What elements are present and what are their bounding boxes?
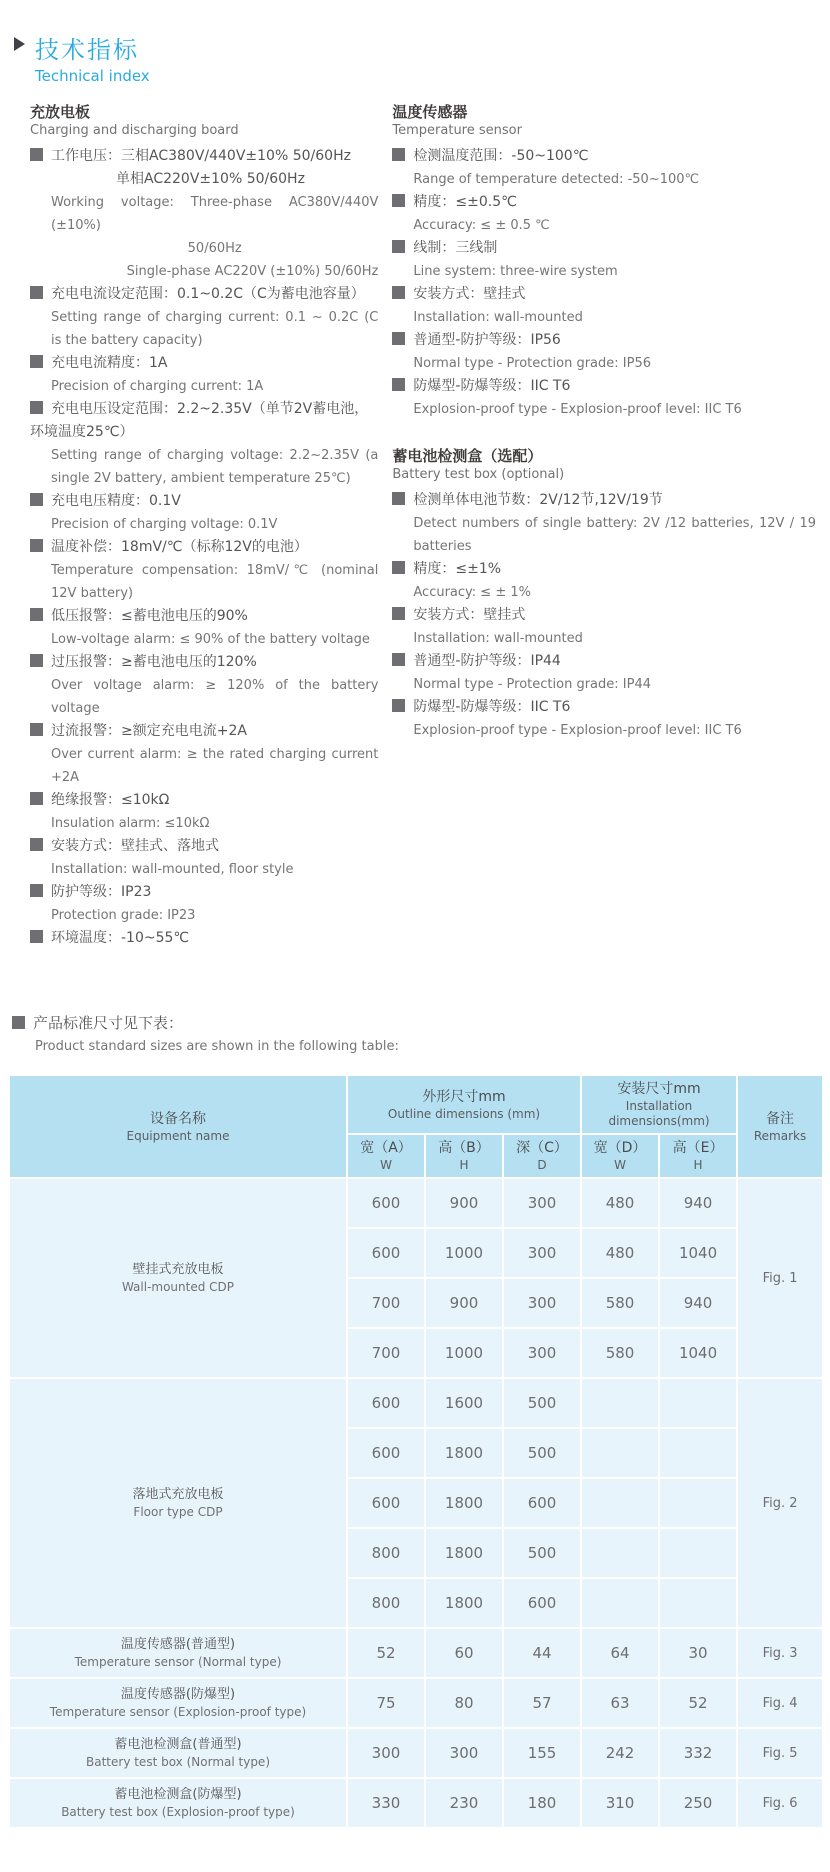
bullet-square-icon [392, 332, 405, 345]
spec-item [392, 375, 816, 421]
equipment-name-cn: 落地式充放电板 [132, 1487, 224, 1502]
spec-label: 检测温度范围：-50~100℃ [413, 148, 589, 164]
equipment-name-cn: 壁挂式充放电板 [132, 1262, 224, 1277]
dimension-cell: 250 [659, 1778, 737, 1828]
bullet-square-icon [30, 608, 43, 621]
spec-en-line: Line system: three-wire system [413, 264, 618, 279]
size-table [8, 1074, 824, 1829]
bullet-square-icon [392, 240, 405, 253]
spec-label: 绝缘报警：≤10kΩ [51, 792, 170, 808]
dimension-cell: 1600 [425, 1378, 503, 1428]
spec-en-line: Setting range of charging voltage: 2.2~2.35V (a single 2V battery, ambient temperature 25℃) [51, 448, 379, 486]
dimension-cell: 500 [503, 1428, 581, 1478]
equipment-name-en: Floor type CDP [133, 1505, 223, 1519]
remark-cell: Fig. 1 [737, 1178, 823, 1378]
spec-label: 检测单体电池节数：2V/12节,12V/19节 [413, 492, 663, 508]
dimension-cell: 600 [347, 1478, 425, 1528]
spec-item [30, 398, 378, 490]
spec-en-line: Detect numbers of single battery: 2V /12 batteries, 12V / 19 batteries [413, 516, 816, 554]
spec-section [30, 103, 378, 950]
spec-en-line: Over current alarm: ≥ the rated charging current +2A [51, 747, 379, 785]
spec-label: 普通型-防护等级：IP44 [413, 653, 561, 669]
spec-label: 低压报警：≤蓄电池电压的90% [51, 608, 248, 624]
equipment-name-cell [9, 1378, 347, 1628]
bullet-square-icon [30, 930, 43, 943]
dimension-cell: 480 [581, 1178, 659, 1228]
size-table-header [9, 1075, 823, 1178]
header-col-cn: 宽（A） [360, 1140, 412, 1156]
header-col-cn: 高（E） [672, 1140, 724, 1156]
dimension-cell: 940 [659, 1278, 737, 1328]
header-install-cn: 安装尺寸mm [617, 1081, 701, 1097]
spec-cn-line [30, 605, 378, 628]
bullet-square-icon [30, 493, 43, 506]
spec-cn-line [392, 604, 816, 627]
header-dimension-col [347, 1134, 425, 1178]
dimension-cell: 580 [581, 1278, 659, 1328]
spec-cn-line [30, 536, 378, 559]
spec-label: 防护等级：IP23 [51, 884, 152, 900]
spec-label: 精度：≤±1% [413, 561, 502, 577]
spec-item [30, 145, 378, 283]
header-dimension-col [581, 1134, 659, 1178]
spec-en-line: Low-voltage alarm: ≤ 90% of the battery voltage [51, 632, 370, 647]
dimension-cell [581, 1478, 659, 1528]
dimension-cell: 155 [503, 1728, 581, 1778]
equipment-name-en: Temperature sensor (Explosion-proof type) [49, 1705, 307, 1719]
header-installation-dimensions [581, 1075, 737, 1134]
remark-cell: Fig. 4 [737, 1678, 823, 1728]
spec-cn-line [30, 283, 378, 306]
spec-en-line: Explosion-proof type - Explosion-proof level: IIC T6 [413, 402, 742, 417]
header-outline-dimensions [347, 1075, 581, 1134]
dimension-cell: 500 [503, 1378, 581, 1428]
spec-label: 过流报警：≥额定充电电流+2A [51, 723, 247, 739]
header-remarks-cn: 备注 [766, 1110, 795, 1127]
spec-en-line: Installation: wall-mounted, floor style [51, 862, 294, 877]
table-row [9, 1628, 823, 1678]
left-column [30, 103, 378, 976]
dimension-cell: 80 [425, 1678, 503, 1728]
dimension-cell [581, 1428, 659, 1478]
spec-label: 安装方式：壁挂式 [413, 607, 526, 623]
table-row [9, 1378, 823, 1428]
bullet-square-icon [392, 194, 405, 207]
dimension-cell: 52 [347, 1628, 425, 1678]
spec-en-line: Single-phase AC220V (±10%) 50/60Hz [126, 264, 379, 279]
bullet-square-icon [12, 1016, 25, 1029]
spec-en-line: Working voltage: Three-phase AC380V/440V (±10%) [51, 195, 379, 233]
equipment-name-cell [9, 1778, 347, 1828]
bullet-square-icon [30, 723, 43, 736]
spec-label: 温度补偿：18mV/℃（标称12V的电池） [51, 539, 308, 555]
dimension-cell: 600 [347, 1378, 425, 1428]
header-equipment-en: Equipment name [126, 1128, 230, 1143]
bullet-square-icon [392, 286, 405, 299]
spec-label: 精度：≤±0.5℃ [413, 194, 517, 210]
dimension-cell: 900 [425, 1278, 503, 1328]
spec-label: 单相AC220V±10% 50/60Hz [116, 171, 305, 187]
table-row [9, 1178, 823, 1228]
spec-item [392, 650, 816, 696]
section-title-en: Battery test box (optional) [392, 467, 565, 482]
equipment-name-cn: 温度传感器(普通型) [120, 1637, 236, 1652]
spec-en-line: Range of temperature detected: -50~100℃ [413, 172, 700, 187]
dimension-cell: 1000 [425, 1228, 503, 1278]
table-note-cn-line [12, 1012, 816, 1035]
spec-item [392, 191, 816, 237]
dimension-cell: 300 [425, 1728, 503, 1778]
spec-item [30, 881, 378, 927]
spec-item [30, 536, 378, 605]
dimension-cell: 480 [581, 1228, 659, 1278]
spec-cn-line [30, 651, 378, 674]
spec-label: 防爆型-防爆等级：IIC T6 [413, 378, 571, 394]
header-equipment-name [9, 1075, 347, 1178]
bullet-square-icon [392, 607, 405, 620]
spec-cn-line [30, 490, 378, 513]
dimension-cell: 30 [659, 1628, 737, 1678]
remark-cell: Fig. 6 [737, 1778, 823, 1828]
dimension-cell: 180 [503, 1778, 581, 1828]
spec-en-line: Normal type - Protection grade: IP44 [413, 677, 651, 692]
page-title: 技术指标 [35, 36, 139, 64]
right-column [392, 103, 816, 976]
dimension-cell [659, 1478, 737, 1528]
equipment-name-cn: 蓄电池检测盒(防爆型) [114, 1787, 242, 1802]
dimension-cell [581, 1578, 659, 1628]
dimension-cell [581, 1528, 659, 1578]
remark-cell: Fig. 2 [737, 1378, 823, 1628]
equipment-name-cn: 蓄电池检测盒(普通型) [114, 1737, 242, 1752]
header-remarks [737, 1075, 823, 1178]
spec-en-line: 50/60Hz [187, 241, 242, 256]
spec-en-line: Accuracy: ≤ ± 0.5 ℃ [413, 218, 550, 233]
dimension-cell: 1800 [425, 1428, 503, 1478]
dimension-cell [659, 1578, 737, 1628]
spec-en-line: Accuracy: ≤ ± 1% [413, 585, 531, 600]
section-title-en: Temperature sensor [392, 123, 522, 138]
bullet-square-icon [392, 148, 405, 161]
header-remarks-en: Remarks [753, 1128, 807, 1143]
dimension-cell [659, 1528, 737, 1578]
bullet-square-icon [30, 884, 43, 897]
spec-item [392, 696, 816, 742]
spec-cn-line [30, 352, 378, 375]
dimension-cell: 1040 [659, 1328, 737, 1378]
equipment-name-en: Temperature sensor (Normal type) [74, 1655, 282, 1669]
spec-label: 工作电压：三相AC380V/440V±10% 50/60Hz [51, 148, 351, 164]
spec-item [392, 558, 816, 604]
dimension-cell: 700 [347, 1328, 425, 1378]
table-note-en: Product standard sizes are shown in the following table: [35, 1039, 399, 1054]
dimension-cell: 800 [347, 1528, 425, 1578]
spec-label: 充电电流精度：1A [51, 355, 168, 371]
spec-en-line: Explosion-proof type - Explosion-proof level: IIC T6 [413, 723, 742, 738]
spec-item [30, 352, 378, 398]
bullet-square-icon [392, 653, 405, 666]
bullet-square-icon [30, 539, 43, 552]
table-note [12, 1012, 816, 1058]
spec-cn-line [30, 145, 378, 168]
spec-en-line: Precision of charging current: 1A [51, 379, 264, 394]
equipment-name-en: Battery test box (Normal type) [86, 1755, 270, 1769]
equipment-name-en: Wall-mounted CDP [121, 1280, 235, 1294]
spec-label: 线制：三线制 [413, 240, 498, 256]
spec-item [392, 604, 816, 650]
dimension-cell: 300 [503, 1178, 581, 1228]
remark-cell: Fig. 5 [737, 1728, 823, 1778]
table-row [9, 1728, 823, 1778]
spec-cn-line [392, 237, 816, 260]
spec-label: 普通型-防护等级：IP56 [413, 332, 561, 348]
spec-item [30, 720, 378, 789]
dimension-cell: 600 [347, 1228, 425, 1278]
header-outline-en: Outline dimensions (mm) [387, 1106, 541, 1121]
header-dimension-col [659, 1134, 737, 1178]
dimension-cell: 900 [425, 1178, 503, 1228]
equipment-name-cell [9, 1678, 347, 1728]
dimension-cell [659, 1378, 737, 1428]
header-col-en: W [614, 1158, 626, 1172]
remark-cell: Fig. 3 [737, 1628, 823, 1678]
spec-cn-line [392, 329, 816, 352]
spec-cn-line [30, 835, 378, 858]
spec-item [30, 835, 378, 881]
spec-en-line: Insulation alarm: ≤10kΩ [51, 816, 210, 831]
spec-section [392, 103, 816, 421]
spec-cn-line [392, 191, 816, 214]
header-outline-cn: 外形尺寸mm [422, 1088, 506, 1105]
spec-columns [30, 103, 816, 976]
bullet-square-icon [30, 355, 43, 368]
spec-cn-line [30, 720, 378, 743]
dimension-cell: 700 [347, 1278, 425, 1328]
header-col-cn: 宽（D） [593, 1140, 647, 1156]
spec-label: 环境温度：-10~55℃ [51, 930, 190, 946]
equipment-name-cell [9, 1178, 347, 1378]
spec-en-line: Installation: wall-mounted [413, 631, 583, 646]
section-title-cn: 温度传感器 [392, 103, 468, 121]
bullet-square-icon [30, 148, 43, 161]
dimension-cell: 1000 [425, 1328, 503, 1378]
spec-section [392, 447, 816, 742]
spec-en-line: Precision of charging voltage: 0.1V [51, 517, 278, 532]
dimension-cell [581, 1378, 659, 1428]
equipment-name-cn: 温度传感器(防爆型) [120, 1687, 236, 1702]
dimension-cell: 64 [581, 1628, 659, 1678]
table-row [9, 1678, 823, 1728]
dimension-cell: 242 [581, 1728, 659, 1778]
spec-label: 充电电流设定范围：0.1~0.2C（C为蓄电池容量） [51, 286, 365, 302]
bullet-square-icon [392, 699, 405, 712]
spec-item [30, 283, 378, 352]
dimension-cell: 57 [503, 1678, 581, 1728]
header-dimension-col [503, 1134, 581, 1178]
spec-cn-line [392, 145, 816, 168]
header-equipment-cn: 设备名称 [150, 1110, 206, 1127]
spec-item [392, 489, 816, 558]
dimension-cell: 300 [503, 1328, 581, 1378]
equipment-name-en: Battery test box (Explosion-proof type) [61, 1805, 295, 1819]
table-row [9, 1778, 823, 1828]
spec-cn-line [392, 489, 816, 512]
section-title-en: Charging and discharging board [30, 123, 239, 138]
size-table-body [9, 1178, 823, 1828]
dimension-cell: 1800 [425, 1528, 503, 1578]
spec-cn-line [116, 168, 378, 191]
spec-en-line: Over voltage alarm: ≥ 120% of the battery voltage [51, 678, 379, 716]
spec-cn-line [30, 927, 378, 950]
dimension-cell: 600 [503, 1578, 581, 1628]
spec-label: 安装方式：壁挂式、落地式 [51, 838, 219, 854]
dimension-cell [659, 1428, 737, 1478]
spec-item [392, 329, 816, 375]
spec-item [392, 283, 816, 329]
bullet-square-icon [392, 378, 405, 391]
spec-en-line: Installation: wall-mounted [413, 310, 583, 325]
spec-en-line: Setting range of charging current: 0.1 ~ 0.2C (C is the battery capacity) [51, 310, 379, 348]
dimension-cell: 300 [503, 1228, 581, 1278]
spec-item [30, 605, 378, 651]
header-col-en: W [380, 1158, 392, 1172]
spec-cn-line [392, 375, 816, 398]
dimension-cell: 300 [347, 1728, 425, 1778]
bullet-square-icon [30, 838, 43, 851]
header-col-en: H [459, 1158, 469, 1172]
bullet-square-icon [392, 561, 405, 574]
dimension-cell: 60 [425, 1628, 503, 1678]
dimension-cell: 310 [581, 1778, 659, 1828]
bullet-square-icon [392, 492, 405, 505]
header-dimension-col [425, 1134, 503, 1178]
section-title-cn: 充放电板 [30, 103, 91, 121]
bullet-square-icon [30, 654, 43, 667]
spec-cn-line [392, 650, 816, 673]
bullet-square-icon [30, 286, 43, 299]
dimension-cell: 75 [347, 1678, 425, 1728]
spec-cn-line [30, 789, 378, 812]
bullet-square-icon [30, 401, 43, 414]
spec-en-line: Normal type - Protection grade: IP56 [413, 356, 651, 371]
equipment-name-cell [9, 1728, 347, 1778]
dimension-cell: 230 [425, 1778, 503, 1828]
dimension-cell: 600 [347, 1178, 425, 1228]
spec-cn-line [392, 558, 816, 581]
page-heading [12, 30, 816, 65]
equipment-name-cell [9, 1628, 347, 1678]
header-col-cn: 深（C） [516, 1140, 568, 1156]
spec-item [392, 145, 816, 191]
dimension-cell: 600 [503, 1478, 581, 1528]
dimension-cell: 1040 [659, 1228, 737, 1278]
dimension-cell: 600 [347, 1428, 425, 1478]
dimension-cell: 800 [347, 1578, 425, 1628]
spec-label: 防爆型-防爆等级：IIC T6 [413, 699, 571, 715]
spec-label: 安装方式：壁挂式 [413, 286, 526, 302]
spec-cn-line [392, 283, 816, 306]
header-install-en: Installation dimensions(mm) [608, 1099, 710, 1128]
spec-en-line: Temperature compensation: 18mV/℃ (nominal 12V battery) [51, 563, 379, 601]
dimension-cell: 1800 [425, 1478, 503, 1528]
spec-label: 充电电压精度：0.1V [51, 493, 181, 509]
section-title-cn: 蓄电池检测盒（选配） [392, 447, 543, 465]
dimension-cell: 44 [503, 1628, 581, 1678]
spec-item [30, 789, 378, 835]
header-col-cn: 高（B） [438, 1140, 490, 1156]
dimension-cell: 500 [503, 1528, 581, 1578]
header-col-en: H [693, 1158, 703, 1172]
dimension-cell: 1800 [425, 1578, 503, 1628]
header-col-en: D [537, 1158, 547, 1172]
dimension-cell: 332 [659, 1728, 737, 1778]
dimension-cell: 580 [581, 1328, 659, 1378]
dimension-cell: 300 [503, 1278, 581, 1328]
spec-item [30, 651, 378, 720]
page-subtitle: Technical index [35, 67, 150, 85]
dimension-cell: 940 [659, 1178, 737, 1228]
spec-item [392, 237, 816, 283]
dimension-cell: 52 [659, 1678, 737, 1728]
dimension-cell: 330 [347, 1778, 425, 1828]
spec-en-line: Protection grade: IP23 [51, 908, 196, 923]
section-arrow-icon [14, 37, 25, 51]
table-note-cn: 产品标准尺寸见下表： [33, 1014, 184, 1032]
spec-item [30, 490, 378, 536]
spec-item [30, 927, 378, 950]
spec-label: 过压报警：≥蓄电池电压的120% [51, 654, 257, 670]
spec-cn-line [30, 881, 378, 904]
dimension-cell: 63 [581, 1678, 659, 1728]
spec-label: 充电电压设定范围：2.2~2.35V（单节2V蓄电池，环境温度25℃） [30, 401, 369, 440]
spec-cn-line [392, 696, 816, 719]
spec-cn-line [30, 398, 378, 444]
bullet-square-icon [30, 792, 43, 805]
